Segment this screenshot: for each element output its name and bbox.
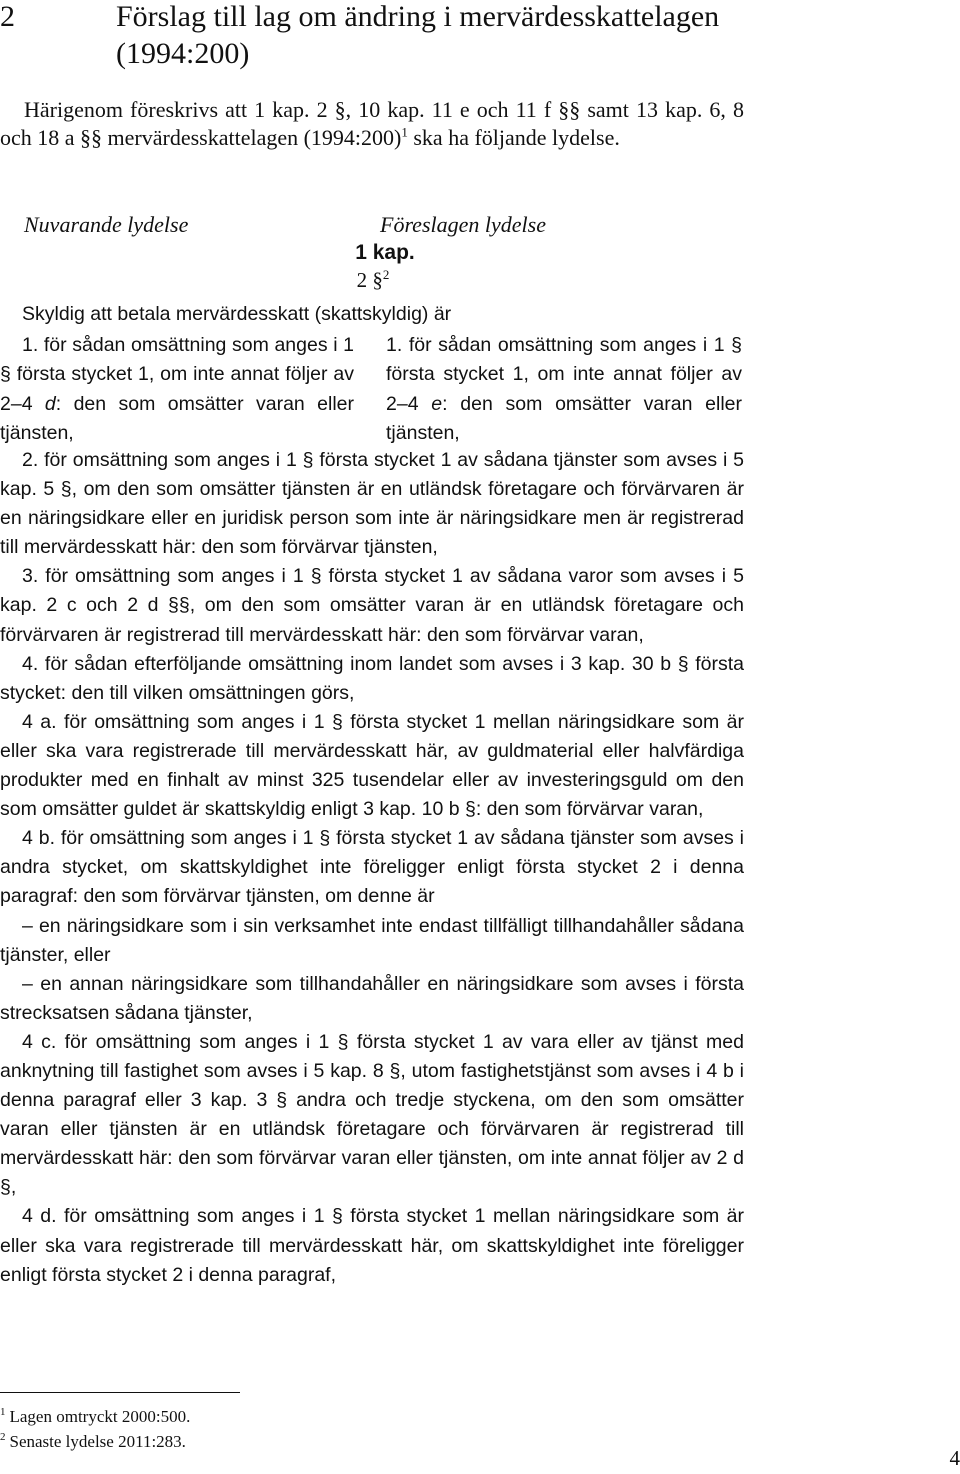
footnote-2-text: Senaste lydelse 2011:283. [9, 1432, 186, 1451]
heading-title: Förslag till lag om ändring i mervärdesskattelagen (1994:200) [116, 0, 720, 70]
footnote-2 [0, 1429, 190, 1454]
proposed-item1-letter: e [431, 392, 443, 415]
proposed-item1-text-end: : den som omsätter varan eller tjänsten, [386, 392, 742, 444]
intro-text: Härigenom föreskrivs att 1 kap. 2 §, 10 kap. 11 e och 11 f §§ samt 13 kap. 6, 8 och 18 a §§ mervärdesskattelagen (1994:200) [0, 97, 744, 150]
footnote-divider [0, 1392, 240, 1393]
paragraph-item3: 3. för omsättning som anges i 1 § första stycket 1 av sådana varor som avses i 5 kap. 2 c och 2 d §§, om den som omsätter varan är en utländsk företagare och förvärvaren är registrerad till mervärdesskatt här: den som förvärvar varan, [0, 565, 744, 646]
paragraph-dash-2: – en annan näringsidkare som tillhandahåller en näringsidkare som avses i första strecksatsen sådana tjänster, [0, 972, 744, 1024]
current-item1-text: 1. för sådan omsättning som anges i 1 § första stycket 1, om inte annat följer av 2–4 [0, 334, 354, 415]
current-item1-text-end: : den som omsätter varan eller tjänsten, [0, 392, 354, 444]
paragraph-item4b: 4 b. för omsättning som anges i 1 § första stycket 1 av sådana tjänster som avses i andra stycket, om skattskyldighet inte föreligger enligt första stycket 2 i denna paragraf: den som förvärvar tjänsten, om denne är [0, 827, 744, 908]
paragraph-item4d: 4 d. för omsättning som anges i 1 § första stycket 1 mellan näringsidkare som är eller ska vara registrerade till mervärdesskatt här, om skattskyldighet inte föreligger enligt första stycket 2 i denna paragraf, [0, 1205, 744, 1286]
page-number: 4 [949, 1446, 960, 1470]
footnote-ref-1: 1 [401, 124, 408, 140]
intro-text-end: ska ha följande lydelse. [407, 125, 620, 150]
heading-number: 2 [0, 0, 15, 33]
current-wording-item1 [0, 331, 354, 448]
paragraph-item4: 4. för sådan efterföljande omsättning inom landet som avses i 3 kap. 30 b § första stycket: den till vilken omsättningen görs, [0, 652, 744, 704]
body-text [0, 446, 744, 1290]
paragraph-item4a: 4 a. för omsättning som anges i 1 § första stycket 1 mellan näringsidkare som är eller ska vara registrerade till mervärdesskatt här, av guldmaterial eller halvfärdiga produkter med en finhalt av minst 325 tusendelar eller av investeringsguld om den som omsätter guldet är skattskyldig enligt 3 kap. 10 b §: den som förvärvar varan, [0, 710, 744, 821]
lead-line: Skyldig att betala mervärdesskatt (skattskyldig) är [22, 303, 452, 325]
proposed-wording-item1 [386, 331, 742, 448]
footnote-2-mark: 2 [0, 1431, 6, 1444]
current-item1-letter: d [44, 392, 56, 415]
chapter-title: 1 kap. [355, 241, 415, 264]
proposed-item1-text: 1. för sådan omsättning som anges i 1 § första stycket 1, om inte annat följer av 2–4 [386, 334, 742, 415]
paragraph-item4c: 4 c. för omsättning som anges i 1 § första stycket 1 av vara eller av tjänst med anknytning till fastighet som avses i 5 kap. 8 §, utom fastighetstjänst som avses i 4 b i denna paragraf eller 3 kap. 3 § andra och tredje styckena, om den som omsätter varan eller tjänsten är en utländsk företagare och förvärvaren är registrerad till mervärdesskatt här: den som förvärvar varan eller tjänsten, om inte annat följer av 2 d §, [0, 1030, 744, 1199]
footnote-1-text: Lagen omtryckt 2000:500. [9, 1407, 191, 1426]
column-header-current: Nuvarande lydelse [24, 212, 189, 237]
paragraph-item2: 2. för omsättning som anges i 1 § första stycket 1 av sådana tjänster som avses i 5 kap. 5 §, om den som omsätter tjänsten är en utländsk företagare och förvärvaren är en näringsidkare eller en juridisk person som inte är näringsidkare men är registrerad till mervärdesskatt här: den som förvärvar tjänsten, [0, 449, 744, 559]
paragraph-dash-1: – en näringsidkare som i sin verksamhet inte endast tillfälligt tillhandahåller sådana tjänster, eller [0, 914, 744, 966]
footnote-1 [0, 1404, 190, 1429]
column-header-proposed: Föreslagen lydelse [380, 212, 546, 237]
intro-paragraph [0, 96, 744, 152]
footnote-1-mark: 1 [0, 1406, 6, 1419]
section-label: 2 § [356, 268, 383, 292]
footnote-ref-2: 2 [382, 267, 390, 282]
section-mark [0, 268, 746, 293]
footnotes [0, 1404, 190, 1454]
